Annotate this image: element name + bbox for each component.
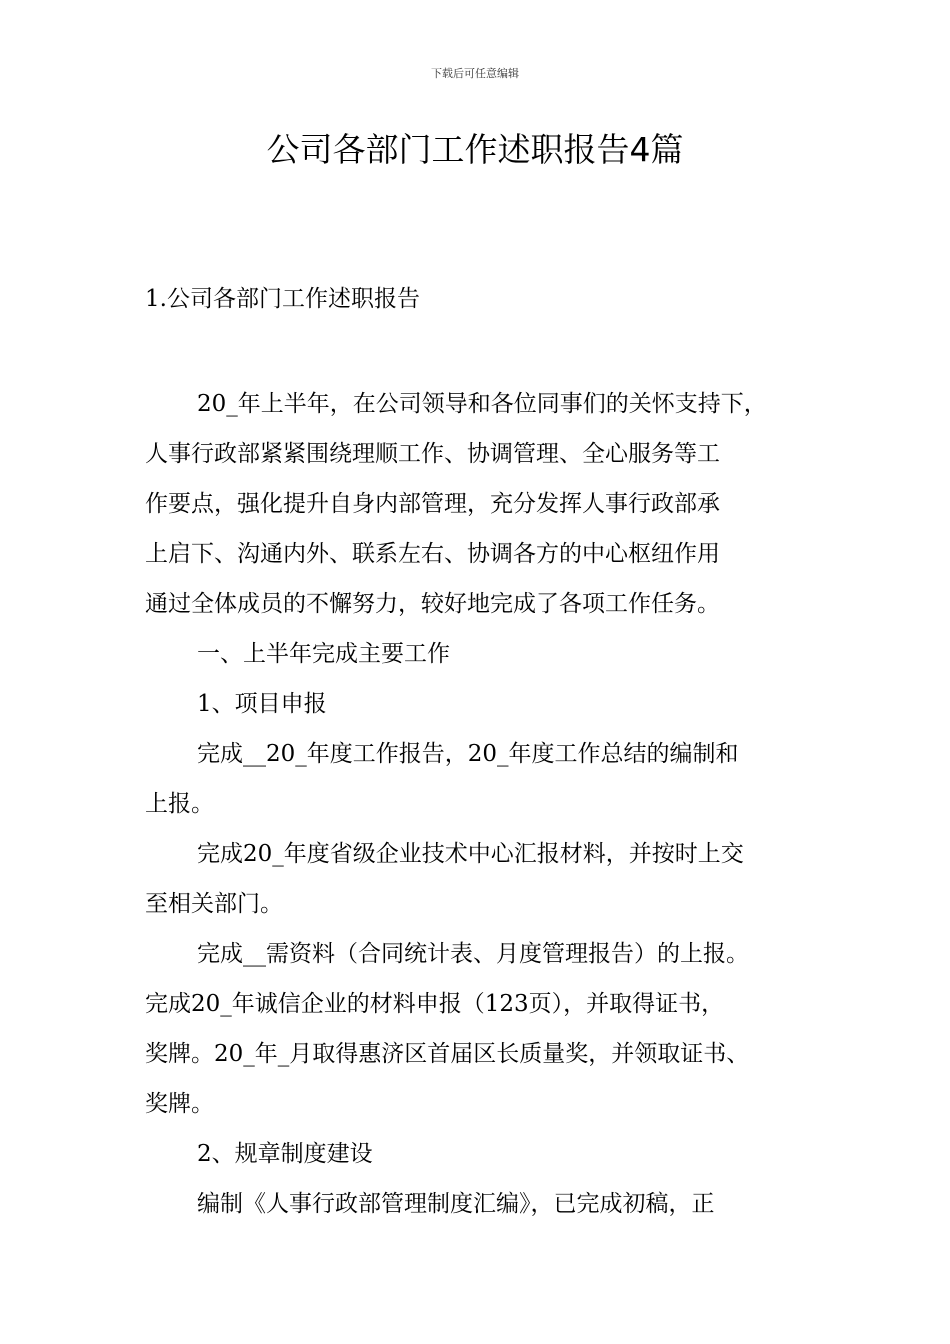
section-heading: 1.公司各部门工作述职报告 <box>145 286 420 312</box>
body-line: 一、上半年完成主要工作 <box>197 641 450 667</box>
body-line: 20_年上半年，在公司领导和各位同事们的关怀支持下， <box>197 391 767 417</box>
body-line: 1、项目申报 <box>197 691 327 717</box>
body-line: 奖牌。20_年_月取得惠济区首届区长质量奖，并领取证书、 <box>145 1041 750 1067</box>
body-text <box>145 379 835 1229</box>
body-line: 通过全体成员的不懈努力，较好地完成了各项工作任务。 <box>145 591 720 617</box>
body-line: 完成__需资料（合同统计表、月度管理报告）的上报。 <box>197 941 749 967</box>
body-line: 完成20_年度省级企业技术中心汇报材料，并按时上交 <box>197 841 744 867</box>
body-line: 完成20_年诚信企业的材料申报（123页），并取得证书， <box>145 991 725 1017</box>
body-line: 上启下、沟通内外、联系左右、协调各方的中心枢纽作用 <box>145 541 720 567</box>
body-line: 至相关部门。 <box>145 891 283 917</box>
header-note: 下载后可任意编辑 <box>431 67 519 80</box>
body-line: 编制《人事行政部管理制度汇编》，已完成初稿，正 <box>197 1191 715 1217</box>
body-line: 人事行政部紧紧围绕理顺工作、协调管理、全心服务等工 <box>145 441 720 467</box>
body-line: 完成__20_年度工作报告，20_年度工作总结的编制和 <box>197 741 739 767</box>
body-line: 上报。 <box>145 791 214 817</box>
body-line: 奖牌。 <box>145 1091 214 1117</box>
document-title: 公司各部门工作述职报告4篇 <box>266 130 684 169</box>
body-line: 作要点，强化提升自身内部管理，充分发挥人事行政部承 <box>145 491 720 517</box>
body-line: 2、规章制度建设 <box>197 1141 373 1167</box>
